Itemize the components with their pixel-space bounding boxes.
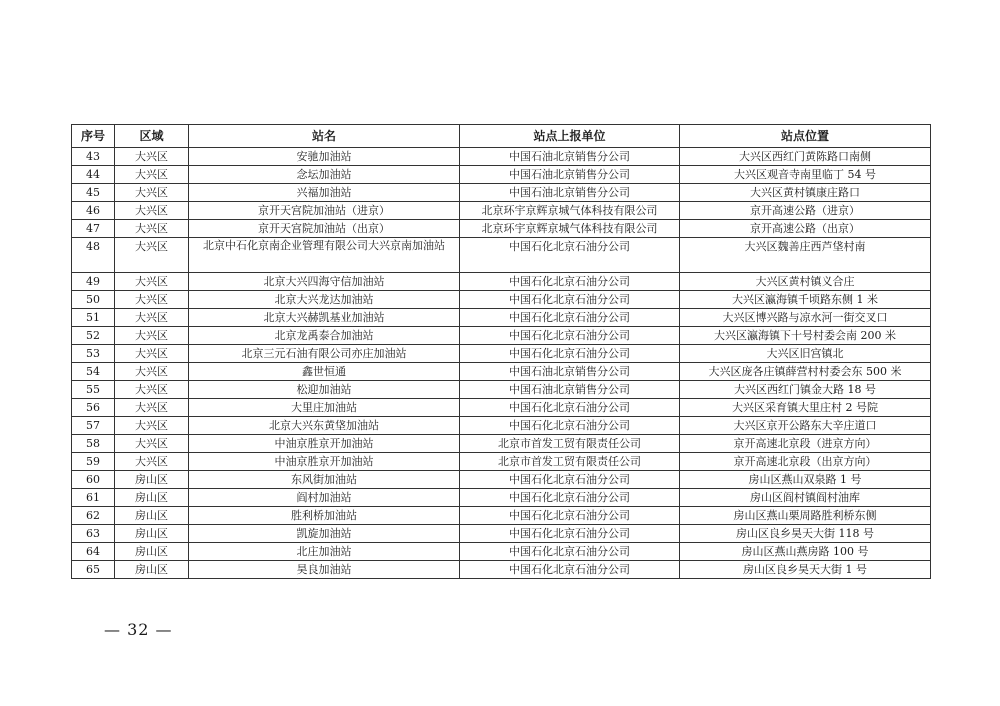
cell-location: 房山区燕山燕房路 100 号 xyxy=(680,543,931,561)
cell-station-name: 昊良加油站 xyxy=(189,561,460,579)
cell-reporting-unit: 中国石油北京销售分公司 xyxy=(460,184,680,202)
table-row xyxy=(72,220,931,238)
table-row xyxy=(72,238,931,273)
table-row xyxy=(72,184,931,202)
cell-index: 55 xyxy=(72,381,115,399)
cell-district: 房山区 xyxy=(115,525,189,543)
table-row xyxy=(72,327,931,345)
cell-location: 大兴区黄村镇义合庄 xyxy=(680,273,931,291)
cell-location: 大兴区庞各庄镇薛营村村委会东 500 米 xyxy=(680,363,931,381)
cell-index: 51 xyxy=(72,309,115,327)
cell-station-name: 胜利桥加油站 xyxy=(189,507,460,525)
cell-reporting-unit: 北京环宇京辉京城气体科技有限公司 xyxy=(460,202,680,220)
cell-station-name: 北京大兴四海守信加油站 xyxy=(189,273,460,291)
cell-district: 大兴区 xyxy=(115,417,189,435)
cell-reporting-unit: 中国石油北京销售分公司 xyxy=(460,166,680,184)
table-row xyxy=(72,435,931,453)
header-station-name: 站名 xyxy=(189,125,460,148)
cell-station-name: 北京龙禹泰合加油站 xyxy=(189,327,460,345)
cell-district: 大兴区 xyxy=(115,184,189,202)
cell-location: 京开高速北京段（出京方向） xyxy=(680,453,931,471)
cell-district: 大兴区 xyxy=(115,291,189,309)
cell-station-name: 念坛加油站 xyxy=(189,166,460,184)
table-row xyxy=(72,507,931,525)
cell-district: 大兴区 xyxy=(115,220,189,238)
cell-district: 大兴区 xyxy=(115,309,189,327)
cell-location: 大兴区瀛海镇下十号村委会南 200 米 xyxy=(680,327,931,345)
cell-district: 房山区 xyxy=(115,489,189,507)
cell-station-name: 凯旋加油站 xyxy=(189,525,460,543)
table-row xyxy=(72,561,931,579)
cell-location: 京开高速公路（出京） xyxy=(680,220,931,238)
cell-index: 60 xyxy=(72,471,115,489)
cell-reporting-unit: 中国石化北京石油分公司 xyxy=(460,561,680,579)
cell-district: 大兴区 xyxy=(115,166,189,184)
cell-index: 46 xyxy=(72,202,115,220)
cell-station-name: 北京大兴龙达加油站 xyxy=(189,291,460,309)
page-number: — 32 — xyxy=(104,620,173,639)
cell-station-name: 安驰加油站 xyxy=(189,148,460,166)
cell-reporting-unit: 中国石化北京石油分公司 xyxy=(460,327,680,345)
cell-reporting-unit: 中国石化北京石油分公司 xyxy=(460,489,680,507)
table-row xyxy=(72,202,931,220)
cell-index: 49 xyxy=(72,273,115,291)
table-row xyxy=(72,273,931,291)
cell-index: 65 xyxy=(72,561,115,579)
cell-index: 54 xyxy=(72,363,115,381)
cell-reporting-unit: 中国石化北京石油分公司 xyxy=(460,309,680,327)
table-row xyxy=(72,363,931,381)
cell-district: 房山区 xyxy=(115,543,189,561)
cell-station-name: 东风街加油站 xyxy=(189,471,460,489)
cell-reporting-unit: 中国石化北京石油分公司 xyxy=(460,417,680,435)
table-header-row xyxy=(72,125,931,148)
cell-location: 房山区燕山栗周路胜利桥东侧 xyxy=(680,507,931,525)
cell-location: 房山区燕山双泉路 1 号 xyxy=(680,471,931,489)
header-district: 区域 xyxy=(115,125,189,148)
cell-index: 63 xyxy=(72,525,115,543)
cell-reporting-unit: 中国石化北京石油分公司 xyxy=(460,543,680,561)
cell-station-name: 京开天宫院加油站（进京） xyxy=(189,202,460,220)
cell-location: 房山区良乡昊天大街 1 号 xyxy=(680,561,931,579)
table-row xyxy=(72,525,931,543)
cell-district: 大兴区 xyxy=(115,453,189,471)
cell-station-name: 松迎加油站 xyxy=(189,381,460,399)
cell-district: 房山区 xyxy=(115,507,189,525)
table-row xyxy=(72,291,931,309)
cell-index: 44 xyxy=(72,166,115,184)
cell-index: 57 xyxy=(72,417,115,435)
cell-location: 大兴区瀛海镇千顷路东侧 1 米 xyxy=(680,291,931,309)
cell-district: 房山区 xyxy=(115,561,189,579)
cell-location: 大兴区西红门镇金大路 18 号 xyxy=(680,381,931,399)
cell-district: 大兴区 xyxy=(115,202,189,220)
cell-district: 大兴区 xyxy=(115,363,189,381)
cell-reporting-unit: 中国石化北京石油分公司 xyxy=(460,399,680,417)
cell-district: 房山区 xyxy=(115,471,189,489)
cell-location: 京开高速北京段（进京方向） xyxy=(680,435,931,453)
cell-station-name: 北京大兴赫凯基业加油站 xyxy=(189,309,460,327)
table-row xyxy=(72,489,931,507)
cell-location: 大兴区黄村镇康庄路口 xyxy=(680,184,931,202)
table-row xyxy=(72,471,931,489)
cell-reporting-unit: 中国石化北京石油分公司 xyxy=(460,291,680,309)
cell-district: 大兴区 xyxy=(115,327,189,345)
cell-reporting-unit: 中国石油北京销售分公司 xyxy=(460,148,680,166)
cell-station-name: 京开天宫院加油站（出京） xyxy=(189,220,460,238)
cell-location: 房山区阎村镇阎村油库 xyxy=(680,489,931,507)
cell-district: 大兴区 xyxy=(115,238,189,273)
cell-reporting-unit: 中国石油北京销售分公司 xyxy=(460,363,680,381)
cell-district: 大兴区 xyxy=(115,435,189,453)
cell-reporting-unit: 中国石化北京石油分公司 xyxy=(460,507,680,525)
cell-location: 大兴区魏善庄西芦垡村南 xyxy=(680,238,931,273)
cell-station-name: 中油京胜京开加油站 xyxy=(189,453,460,471)
cell-district: 大兴区 xyxy=(115,399,189,417)
cell-station-name: 北庄加油站 xyxy=(189,543,460,561)
table-row xyxy=(72,345,931,363)
cell-index: 56 xyxy=(72,399,115,417)
cell-reporting-unit: 中国石化北京石油分公司 xyxy=(460,273,680,291)
cell-index: 50 xyxy=(72,291,115,309)
cell-index: 64 xyxy=(72,543,115,561)
cell-index: 61 xyxy=(72,489,115,507)
cell-location: 大兴区采育镇大里庄村 2 号院 xyxy=(680,399,931,417)
cell-reporting-unit: 北京市首发工贸有限责任公司 xyxy=(460,435,680,453)
cell-station-name: 兴福加油站 xyxy=(189,184,460,202)
cell-location: 大兴区博兴路与凉水河一街交叉口 xyxy=(680,309,931,327)
cell-district: 大兴区 xyxy=(115,381,189,399)
cell-district: 大兴区 xyxy=(115,273,189,291)
cell-reporting-unit: 中国石化北京石油分公司 xyxy=(460,471,680,489)
header-location: 站点位置 xyxy=(680,125,931,148)
table-body xyxy=(72,148,931,579)
cell-index: 52 xyxy=(72,327,115,345)
table-row xyxy=(72,309,931,327)
cell-station-name: 阎村加油站 xyxy=(189,489,460,507)
header-reporting-unit: 站点上报单位 xyxy=(460,125,680,148)
cell-reporting-unit: 中国石化北京石油分公司 xyxy=(460,238,680,273)
header-index: 序号 xyxy=(72,125,115,148)
cell-index: 45 xyxy=(72,184,115,202)
cell-district: 大兴区 xyxy=(115,148,189,166)
cell-reporting-unit: 北京环宇京辉京城气体科技有限公司 xyxy=(460,220,680,238)
cell-reporting-unit: 中国石化北京石油分公司 xyxy=(460,345,680,363)
cell-location: 房山区良乡昊天大街 118 号 xyxy=(680,525,931,543)
table-row xyxy=(72,417,931,435)
cell-index: 62 xyxy=(72,507,115,525)
cell-station-name: 北京大兴东黄垡加油站 xyxy=(189,417,460,435)
cell-index: 53 xyxy=(72,345,115,363)
cell-location: 大兴区京开公路东大辛庄道口 xyxy=(680,417,931,435)
cell-index: 59 xyxy=(72,453,115,471)
cell-station-name: 大里庄加油站 xyxy=(189,399,460,417)
cell-station-name: 北京三元石油有限公司亦庄加油站 xyxy=(189,345,460,363)
cell-reporting-unit: 中国石油北京销售分公司 xyxy=(460,381,680,399)
cell-index: 58 xyxy=(72,435,115,453)
cell-reporting-unit: 北京市首发工贸有限责任公司 xyxy=(460,453,680,471)
table-row xyxy=(72,453,931,471)
cell-station-name: 中油京胜京开加油站 xyxy=(189,435,460,453)
table-row xyxy=(72,381,931,399)
gas-station-table xyxy=(71,124,931,579)
cell-reporting-unit: 中国石化北京石油分公司 xyxy=(460,525,680,543)
cell-location: 大兴区旧宫镇北 xyxy=(680,345,931,363)
cell-station-name: 北京中石化京南企业管理有限公司大兴京南加油站 xyxy=(189,238,460,273)
cell-index: 43 xyxy=(72,148,115,166)
cell-location: 京开高速公路（进京） xyxy=(680,202,931,220)
table-row xyxy=(72,166,931,184)
table-row xyxy=(72,399,931,417)
cell-station-name: 鑫世恒通 xyxy=(189,363,460,381)
cell-index: 47 xyxy=(72,220,115,238)
table-row xyxy=(72,543,931,561)
table-row xyxy=(72,148,931,166)
cell-location: 大兴区观音寺南里临丁 54 号 xyxy=(680,166,931,184)
cell-location: 大兴区西红门黄陈路口南侧 xyxy=(680,148,931,166)
cell-district: 大兴区 xyxy=(115,345,189,363)
cell-index: 48 xyxy=(72,238,115,273)
